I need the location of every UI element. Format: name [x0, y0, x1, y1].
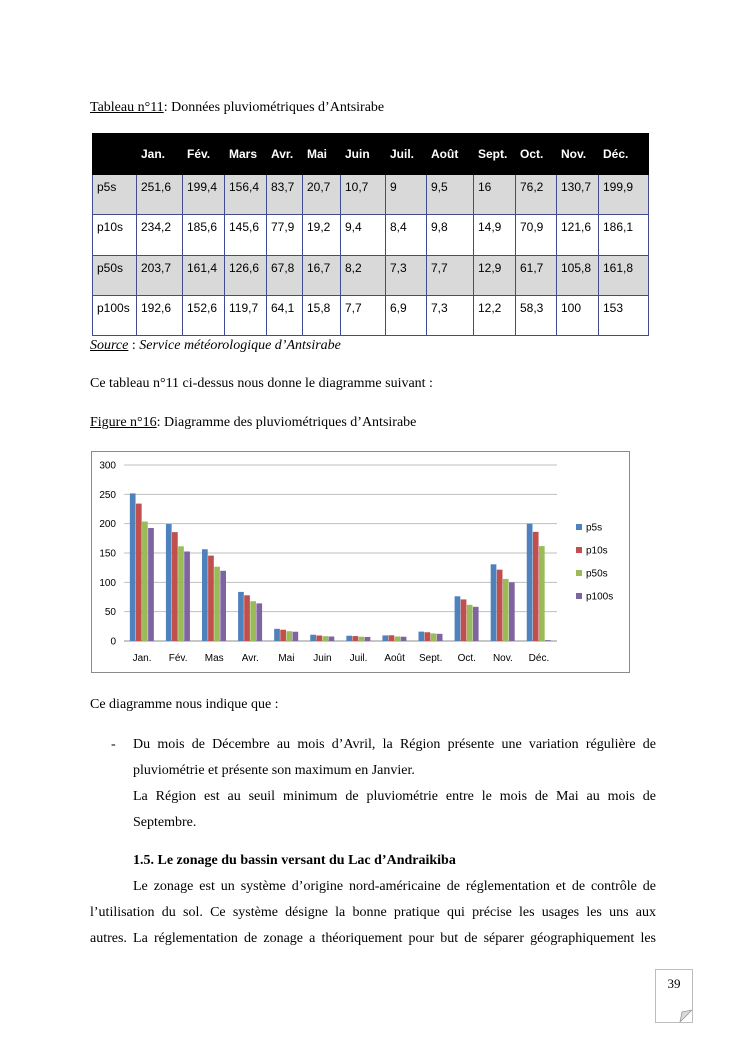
- bar-p10s: [533, 532, 539, 641]
- bar-p50s: [431, 633, 437, 641]
- table-header-cell: Déc.: [599, 134, 649, 175]
- bar-p5s: [382, 635, 388, 641]
- legend-swatch: [576, 593, 582, 599]
- page-number-box: [655, 969, 693, 1023]
- paragraph-line-3: autres. La réglementation de zonage a théoriquement pour but de séparer géographiquement les: [90, 931, 656, 946]
- table-cell: 130,7: [557, 175, 599, 215]
- bar-p50s: [286, 631, 292, 641]
- bullet-line-1: Du mois de Décembre au mois d’Avril, la Région présente une variation régulière de: [133, 737, 656, 752]
- source-label: Source: [90, 338, 129, 353]
- table-cell: 152,6: [183, 295, 225, 335]
- table-row-label: p10s: [93, 215, 137, 255]
- table-cell: 10,7: [341, 175, 386, 215]
- bar-p50s: [467, 605, 473, 641]
- bar-p50s: [142, 521, 148, 641]
- bar-p10s: [389, 635, 395, 641]
- paragraph-line-2: l’utilisation du sol. Ce système désigne la bonne pratique qui précise les usages les uns aux: [90, 905, 656, 920]
- table-row: [93, 215, 649, 255]
- table-cell: 12,9: [474, 255, 516, 295]
- table-cell: 9,5: [427, 175, 474, 215]
- table-cell: 203,7: [137, 255, 183, 295]
- table-cell: 6,9: [386, 295, 427, 335]
- table-header-cell: Mars: [225, 134, 267, 175]
- y-tick-label: 200: [99, 519, 116, 531]
- bar-p5s: [527, 524, 533, 641]
- bar-p5s: [455, 596, 461, 641]
- table-header-cell: Juin: [341, 134, 386, 175]
- x-tick-label: Fév.: [168, 653, 188, 664]
- figure-caption: [90, 414, 416, 432]
- source-text: Service météorologique d’Antsirabe: [139, 338, 341, 353]
- table-cell: 58,3: [516, 295, 557, 335]
- after-chart-text: Ce diagramme nous indique que :: [90, 697, 279, 712]
- table-cell: 9,4: [341, 215, 386, 255]
- table-cell: 7,3: [427, 295, 474, 335]
- bar-p100s: [365, 637, 371, 641]
- table-cell: 8,4: [386, 215, 427, 255]
- bar-p10s: [136, 504, 142, 641]
- table-header-cell: Jan.: [137, 134, 183, 175]
- x-tick-label: Août: [384, 653, 405, 664]
- source-sep: :: [128, 338, 140, 353]
- table-cell: 12,2: [474, 295, 516, 335]
- table-cell: 185,6: [183, 215, 225, 255]
- table-cell: 251,6: [137, 175, 183, 215]
- table-header-cell: Fév.: [183, 134, 225, 175]
- table-caption-label: Tableau n°11: [90, 100, 164, 115]
- table-cell: 61,7: [516, 255, 557, 295]
- paragraph-line-1: Le zonage est un système d’origine nord-américaine de réglementation et de contrôle de: [133, 879, 656, 894]
- bar-p50s: [322, 636, 328, 641]
- table-cell: 16: [474, 175, 516, 215]
- bar-p100s: [256, 603, 262, 641]
- page-number: 39: [667, 976, 681, 991]
- bar-p50s: [359, 637, 365, 641]
- intro-text: Ce tableau n°11 ci-dessus nous donne le diagramme suivant :: [90, 376, 433, 391]
- table-cell: 161,4: [183, 255, 225, 295]
- bar-p10s: [208, 556, 214, 641]
- table-cell: 83,7: [267, 175, 303, 215]
- table-cell: 76,2: [516, 175, 557, 215]
- figure-caption-label: Figure n°16: [90, 415, 157, 430]
- table-cell: 105,8: [557, 255, 599, 295]
- table-row: [93, 295, 649, 335]
- x-tick-label: Mas: [204, 653, 224, 664]
- table-cell: 199,4: [183, 175, 225, 215]
- table-cell: 234,2: [137, 215, 183, 255]
- table-cell: 161,8: [599, 255, 649, 295]
- table-row-label: p50s: [93, 255, 137, 295]
- table-header-cell: Juil.: [386, 134, 427, 175]
- table-cell: 16,7: [303, 255, 341, 295]
- section-heading: 1.5. Le zonage du bassin versant du Lac d’Andraikiba: [133, 853, 456, 868]
- bar-p5s: [238, 592, 244, 641]
- table-cell: 153: [599, 295, 649, 335]
- bar-p100s: [184, 551, 190, 641]
- bar-p100s: [329, 636, 335, 641]
- bar-p5s: [274, 629, 280, 641]
- table-cell: 145,6: [225, 215, 267, 255]
- bullet-line-3: La Région est au seuil minimum de pluviométrie entre le mois de Mai au mois de: [133, 789, 656, 804]
- bar-p100s: [473, 607, 479, 641]
- table-cell: 20,7: [303, 175, 341, 215]
- legend-label: p50s: [586, 568, 608, 580]
- y-tick-label: 50: [104, 607, 116, 619]
- legend-label: p10s: [586, 545, 608, 557]
- bar-p10s: [316, 635, 322, 641]
- table-cell: 77,9: [267, 215, 303, 255]
- x-tick-label: Mai: [278, 653, 295, 664]
- table-cell: 7,7: [427, 255, 474, 295]
- table-caption-text: : Données pluviométriques d’Antsirabe: [163, 100, 385, 115]
- y-tick-label: 0: [110, 636, 116, 648]
- x-tick-label: Juil.: [349, 653, 368, 664]
- table-cell: 199,9: [599, 175, 649, 215]
- legend-swatch: [576, 547, 582, 553]
- table-header-corner: [93, 134, 137, 175]
- table-cell: 121,6: [557, 215, 599, 255]
- table-cell: 192,6: [137, 295, 183, 335]
- table-cell: 126,6: [225, 255, 267, 295]
- bullet-line-4: Septembre.: [133, 815, 197, 830]
- legend-swatch: [576, 570, 582, 576]
- table-cell: 9,8: [427, 215, 474, 255]
- table-header-cell: Août: [427, 134, 474, 175]
- table-cell: 64,1: [267, 295, 303, 335]
- table-header-cell: Oct.: [516, 134, 557, 175]
- table-caption: [90, 99, 384, 117]
- table-cell: 19,2: [303, 215, 341, 255]
- table-cell: 7,3: [386, 255, 427, 295]
- bar-p10s: [461, 599, 467, 641]
- table-cell: 67,8: [267, 255, 303, 295]
- bar-p50s: [214, 567, 220, 641]
- bar-p100s: [437, 634, 443, 641]
- bar-p100s: [545, 640, 551, 641]
- x-tick-label: Jan.: [132, 653, 152, 664]
- figure-caption-text: : Diagramme des pluviométriques d’Antsirabe: [156, 415, 417, 430]
- bar-p50s: [178, 546, 184, 641]
- table-header-cell: Nov.: [557, 134, 599, 175]
- rainfall-chart: [91, 451, 630, 673]
- table-cell: 14,9: [474, 215, 516, 255]
- table-cell: 156,4: [225, 175, 267, 215]
- bullet-line-2: pluviométrie et présente son maximum en Janvier.: [133, 763, 415, 778]
- bar-p100s: [148, 528, 154, 641]
- bar-p5s: [166, 524, 172, 641]
- x-tick-label: Juin: [313, 653, 332, 664]
- bar-p50s: [539, 546, 545, 641]
- table-cell: 70,9: [516, 215, 557, 255]
- bar-p10s: [425, 632, 431, 641]
- table-header-row: [93, 134, 649, 175]
- table-cell: 186,1: [599, 215, 649, 255]
- table-cell: 119,7: [225, 295, 267, 335]
- bar-p10s: [497, 570, 503, 641]
- legend-label: p100s: [586, 591, 614, 603]
- bar-p5s: [491, 564, 497, 641]
- bar-p10s: [280, 630, 286, 641]
- table-row: [93, 175, 649, 215]
- rainfall-table: [92, 133, 649, 336]
- table-cell: 8,2: [341, 255, 386, 295]
- bar-p10s: [352, 636, 358, 641]
- y-tick-label: 300: [99, 460, 116, 472]
- bullet-dash: -: [111, 737, 116, 752]
- bar-p5s: [130, 493, 136, 641]
- source-line: [90, 337, 341, 355]
- bar-p50s: [503, 579, 509, 641]
- table-cell: 15,8: [303, 295, 341, 335]
- y-tick-label: 100: [99, 577, 116, 589]
- bar-p100s: [401, 637, 407, 641]
- x-tick-label: Avr.: [241, 653, 259, 664]
- bar-p100s: [220, 571, 226, 641]
- bar-p50s: [250, 601, 256, 641]
- chart-svg: [92, 452, 629, 672]
- legend-label: p5s: [586, 522, 603, 534]
- table-cell: 100: [557, 295, 599, 335]
- table-header-cell: Sept.: [474, 134, 516, 175]
- x-tick-label: Oct.: [457, 653, 476, 664]
- table-row-label: p5s: [93, 175, 137, 215]
- bar-p10s: [172, 532, 178, 641]
- table-row-label: p100s: [93, 295, 137, 335]
- bar-p5s: [346, 636, 352, 641]
- x-tick-label: Déc.: [528, 653, 550, 664]
- y-tick-label: 150: [99, 548, 116, 560]
- table-header-cell: Avr.: [267, 134, 303, 175]
- bar-p10s: [244, 595, 250, 641]
- table-cell: 7,7: [341, 295, 386, 335]
- bar-p50s: [395, 636, 401, 641]
- bar-p5s: [419, 632, 425, 641]
- x-tick-label: Nov.: [492, 653, 513, 664]
- bar-p5s: [202, 549, 208, 641]
- bar-p100s: [509, 582, 515, 641]
- table-row: [93, 255, 649, 295]
- bar-p5s: [310, 635, 316, 641]
- bar-p100s: [292, 632, 298, 641]
- y-tick-label: 250: [99, 489, 116, 501]
- x-tick-label: Sept.: [419, 653, 443, 664]
- table-header-cell: Mai: [303, 134, 341, 175]
- legend-swatch: [576, 524, 582, 530]
- table-cell: 9: [386, 175, 427, 215]
